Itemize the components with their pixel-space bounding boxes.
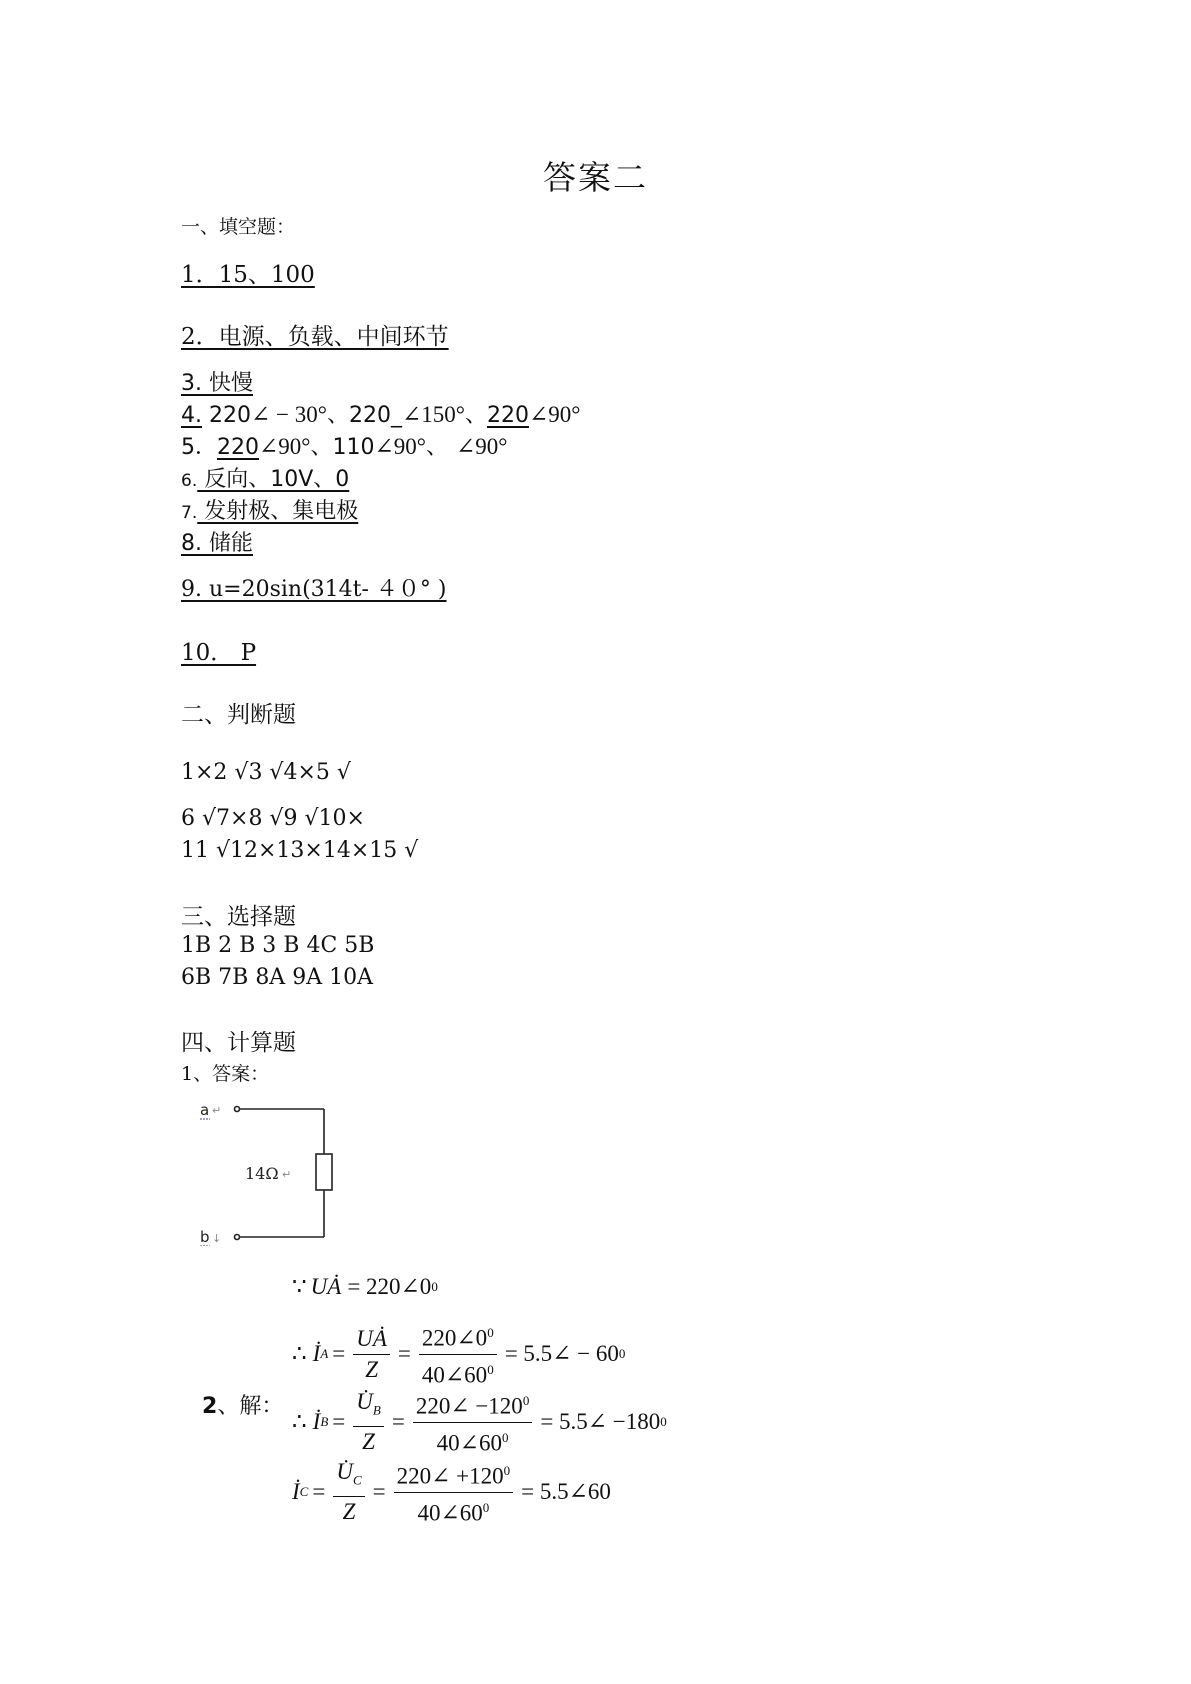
eq2-prefix: ∴	[292, 1341, 307, 1367]
eq2-f2-num: 220∠0	[421, 1325, 488, 1351]
answer-6-text: 反向、10V、0	[197, 467, 350, 492]
equation-2	[292, 1318, 625, 1390]
answer-4-separator-1: 、	[326, 403, 349, 428]
resistor-label: 14Ω	[245, 1164, 279, 1183]
answer-5-value-2: 110	[332, 435, 375, 460]
eq4-fraction-2	[394, 1456, 514, 1528]
fill-in-heading: 一、填空题：	[181, 216, 296, 238]
true-false-row-1: 1×2 √3 √4×5 √	[181, 760, 351, 785]
answer-4-value-3: 220	[486, 403, 529, 428]
answer-2-number: 2	[202, 1394, 218, 1419]
eq3-f1-den: Z	[362, 1428, 375, 1454]
answer-5	[181, 430, 507, 461]
answer-5-angle-3: ∠90°	[456, 434, 508, 459]
answer-6	[181, 462, 349, 493]
eq4-f2-num-sup: 0	[503, 1463, 511, 1478]
answer-3: 3. 快慢	[181, 371, 253, 396]
answer-7	[181, 494, 358, 525]
eq4-f1-den: Z	[342, 1498, 356, 1524]
terminal-b-label: b	[200, 1228, 210, 1246]
answer-5-separator-2: 、	[425, 435, 448, 460]
eq2-f2-num-sup: 0	[487, 1325, 494, 1340]
eq1-rhs-sup: 0	[431, 1279, 438, 1294]
eq3-fraction-2	[413, 1386, 533, 1458]
circuit-diagram	[190, 1096, 340, 1246]
eq4-lhs: İ	[292, 1479, 300, 1505]
eq3-f2-num-sup: 0	[522, 1393, 530, 1408]
eq1-lhs: UȦ	[310, 1274, 342, 1299]
answer-9: 9. u=20sin(314t- ４０° )	[181, 577, 447, 602]
eq3-f2-num: 220∠ −120	[415, 1393, 523, 1419]
eq3-lhs-sub: B	[320, 1414, 329, 1430]
choice-row-2: 6B 7B 8A 9A 10A	[181, 965, 373, 990]
eq3-lhs: İ	[312, 1409, 321, 1435]
eq3-f2-den: 40∠60	[436, 1430, 502, 1456]
choice-heading: 三、选择题	[181, 904, 296, 930]
answer-1: 1．15、100	[181, 262, 315, 288]
eq4-eq-2: =	[372, 1479, 386, 1505]
answer-5-angle-2: ∠90°	[374, 434, 426, 459]
eq2-f2-den-sup: 0	[487, 1361, 494, 1377]
line-break-icon: ↓	[212, 1232, 222, 1245]
eq2-result-sup: 0	[618, 1346, 626, 1362]
paragraph-mark-icon: ↵	[282, 1168, 292, 1181]
eq3-result: = 5.5∠ −180	[540, 1409, 661, 1435]
choice-row-1: 1B 2 B 3 B 4C 5B	[181, 933, 375, 958]
answer-4-angle-2: ∠150°	[401, 402, 465, 427]
answer-4-number: 4.	[181, 403, 202, 428]
eq2-f1-den: Z	[365, 1356, 378, 1382]
eq3-fraction-1	[353, 1387, 384, 1457]
terminal-a-label: a	[200, 1101, 210, 1119]
eq2-eq: =	[332, 1341, 346, 1367]
eq1-prefix: ∵	[292, 1274, 307, 1299]
eq3-prefix: ∴	[292, 1409, 307, 1435]
true-false-heading: 二、判断题	[181, 702, 296, 728]
answer-5-number: 5．	[181, 435, 217, 460]
answer-4-angle-3: ∠90°	[528, 402, 581, 427]
page-title: 答案二	[543, 158, 648, 197]
answer-4	[181, 398, 580, 429]
eq2-fraction-2	[419, 1318, 497, 1390]
answer-1-label: 1、答案：	[181, 1063, 270, 1085]
eq4-result: = 5.5∠60	[521, 1479, 611, 1505]
answer-7-text: 发射极、集电极	[197, 499, 359, 524]
equation-1	[292, 1274, 438, 1300]
terminal-a-node	[235, 1107, 240, 1112]
eq2-lhs: İ	[312, 1341, 321, 1367]
answer-5-value-1: 220	[217, 435, 259, 460]
eq4-f2-den: 40∠60	[417, 1500, 483, 1526]
answer-4-value-2: 220_	[348, 403, 402, 428]
eq4-f1-num: U̇	[336, 1459, 353, 1485]
eq4-eq: =	[312, 1479, 326, 1505]
eq4-f2-num: 220∠ +120	[396, 1463, 504, 1489]
answer-2-text: 、解：	[217, 1394, 284, 1419]
answer-2: 2．电源、负载、中间环节	[181, 324, 449, 350]
answer-2-label	[202, 1389, 283, 1420]
eq3-f1-num-sub: B	[372, 1402, 381, 1418]
eq3-result-sup: 0	[660, 1414, 667, 1430]
calc-heading: 四、计算题	[181, 1030, 296, 1056]
answer-5-angle-1: ∠90°	[259, 434, 311, 459]
eq3-f1-num: U̇	[356, 1389, 373, 1415]
answer-4-separator-2: 、	[464, 403, 487, 428]
eq2-f1-num: UȦ	[356, 1325, 387, 1351]
true-false-row-2: 6 √7×8 √9 √10×	[181, 806, 365, 831]
equation-3	[292, 1386, 667, 1458]
answer-4-value-1: 220	[209, 403, 251, 428]
eq2-f2-den: 40∠60	[421, 1362, 488, 1388]
eq2-result: = 5.5∠ − 60	[504, 1341, 619, 1367]
answer-5-separator-1: 、	[310, 435, 333, 460]
answer-7-number: 7.	[181, 503, 198, 523]
answer-8: 8. 储能	[181, 531, 253, 556]
eq4-lhs-sub: C	[299, 1484, 309, 1500]
eq3-eq: =	[332, 1409, 346, 1435]
equation-4	[292, 1456, 611, 1528]
paragraph-mark-icon: ↵	[212, 1104, 222, 1117]
eq3-eq-2: =	[391, 1409, 405, 1435]
eq4-fraction-1	[333, 1457, 364, 1527]
answer-4-angle-1: ∠ − 30°	[251, 402, 327, 427]
eq3-f2-den-sup: 0	[501, 1429, 509, 1445]
eq4-f2-den-sup: 0	[482, 1499, 490, 1515]
answer-6-number: 6.	[181, 471, 198, 491]
true-false-row-3: 11 √12×13×14×15 √	[181, 838, 419, 863]
terminal-b-node	[235, 1235, 240, 1240]
eq2-fraction-1	[353, 1324, 390, 1385]
eq1-rhs: = 220∠0	[347, 1274, 432, 1299]
answer-10: 10． P	[181, 640, 257, 666]
eq2-lhs-sub: A	[320, 1346, 329, 1362]
resistor-symbol	[316, 1154, 332, 1190]
eq4-f1-num-sub: C	[352, 1472, 362, 1488]
eq2-eq-2: =	[397, 1341, 411, 1367]
